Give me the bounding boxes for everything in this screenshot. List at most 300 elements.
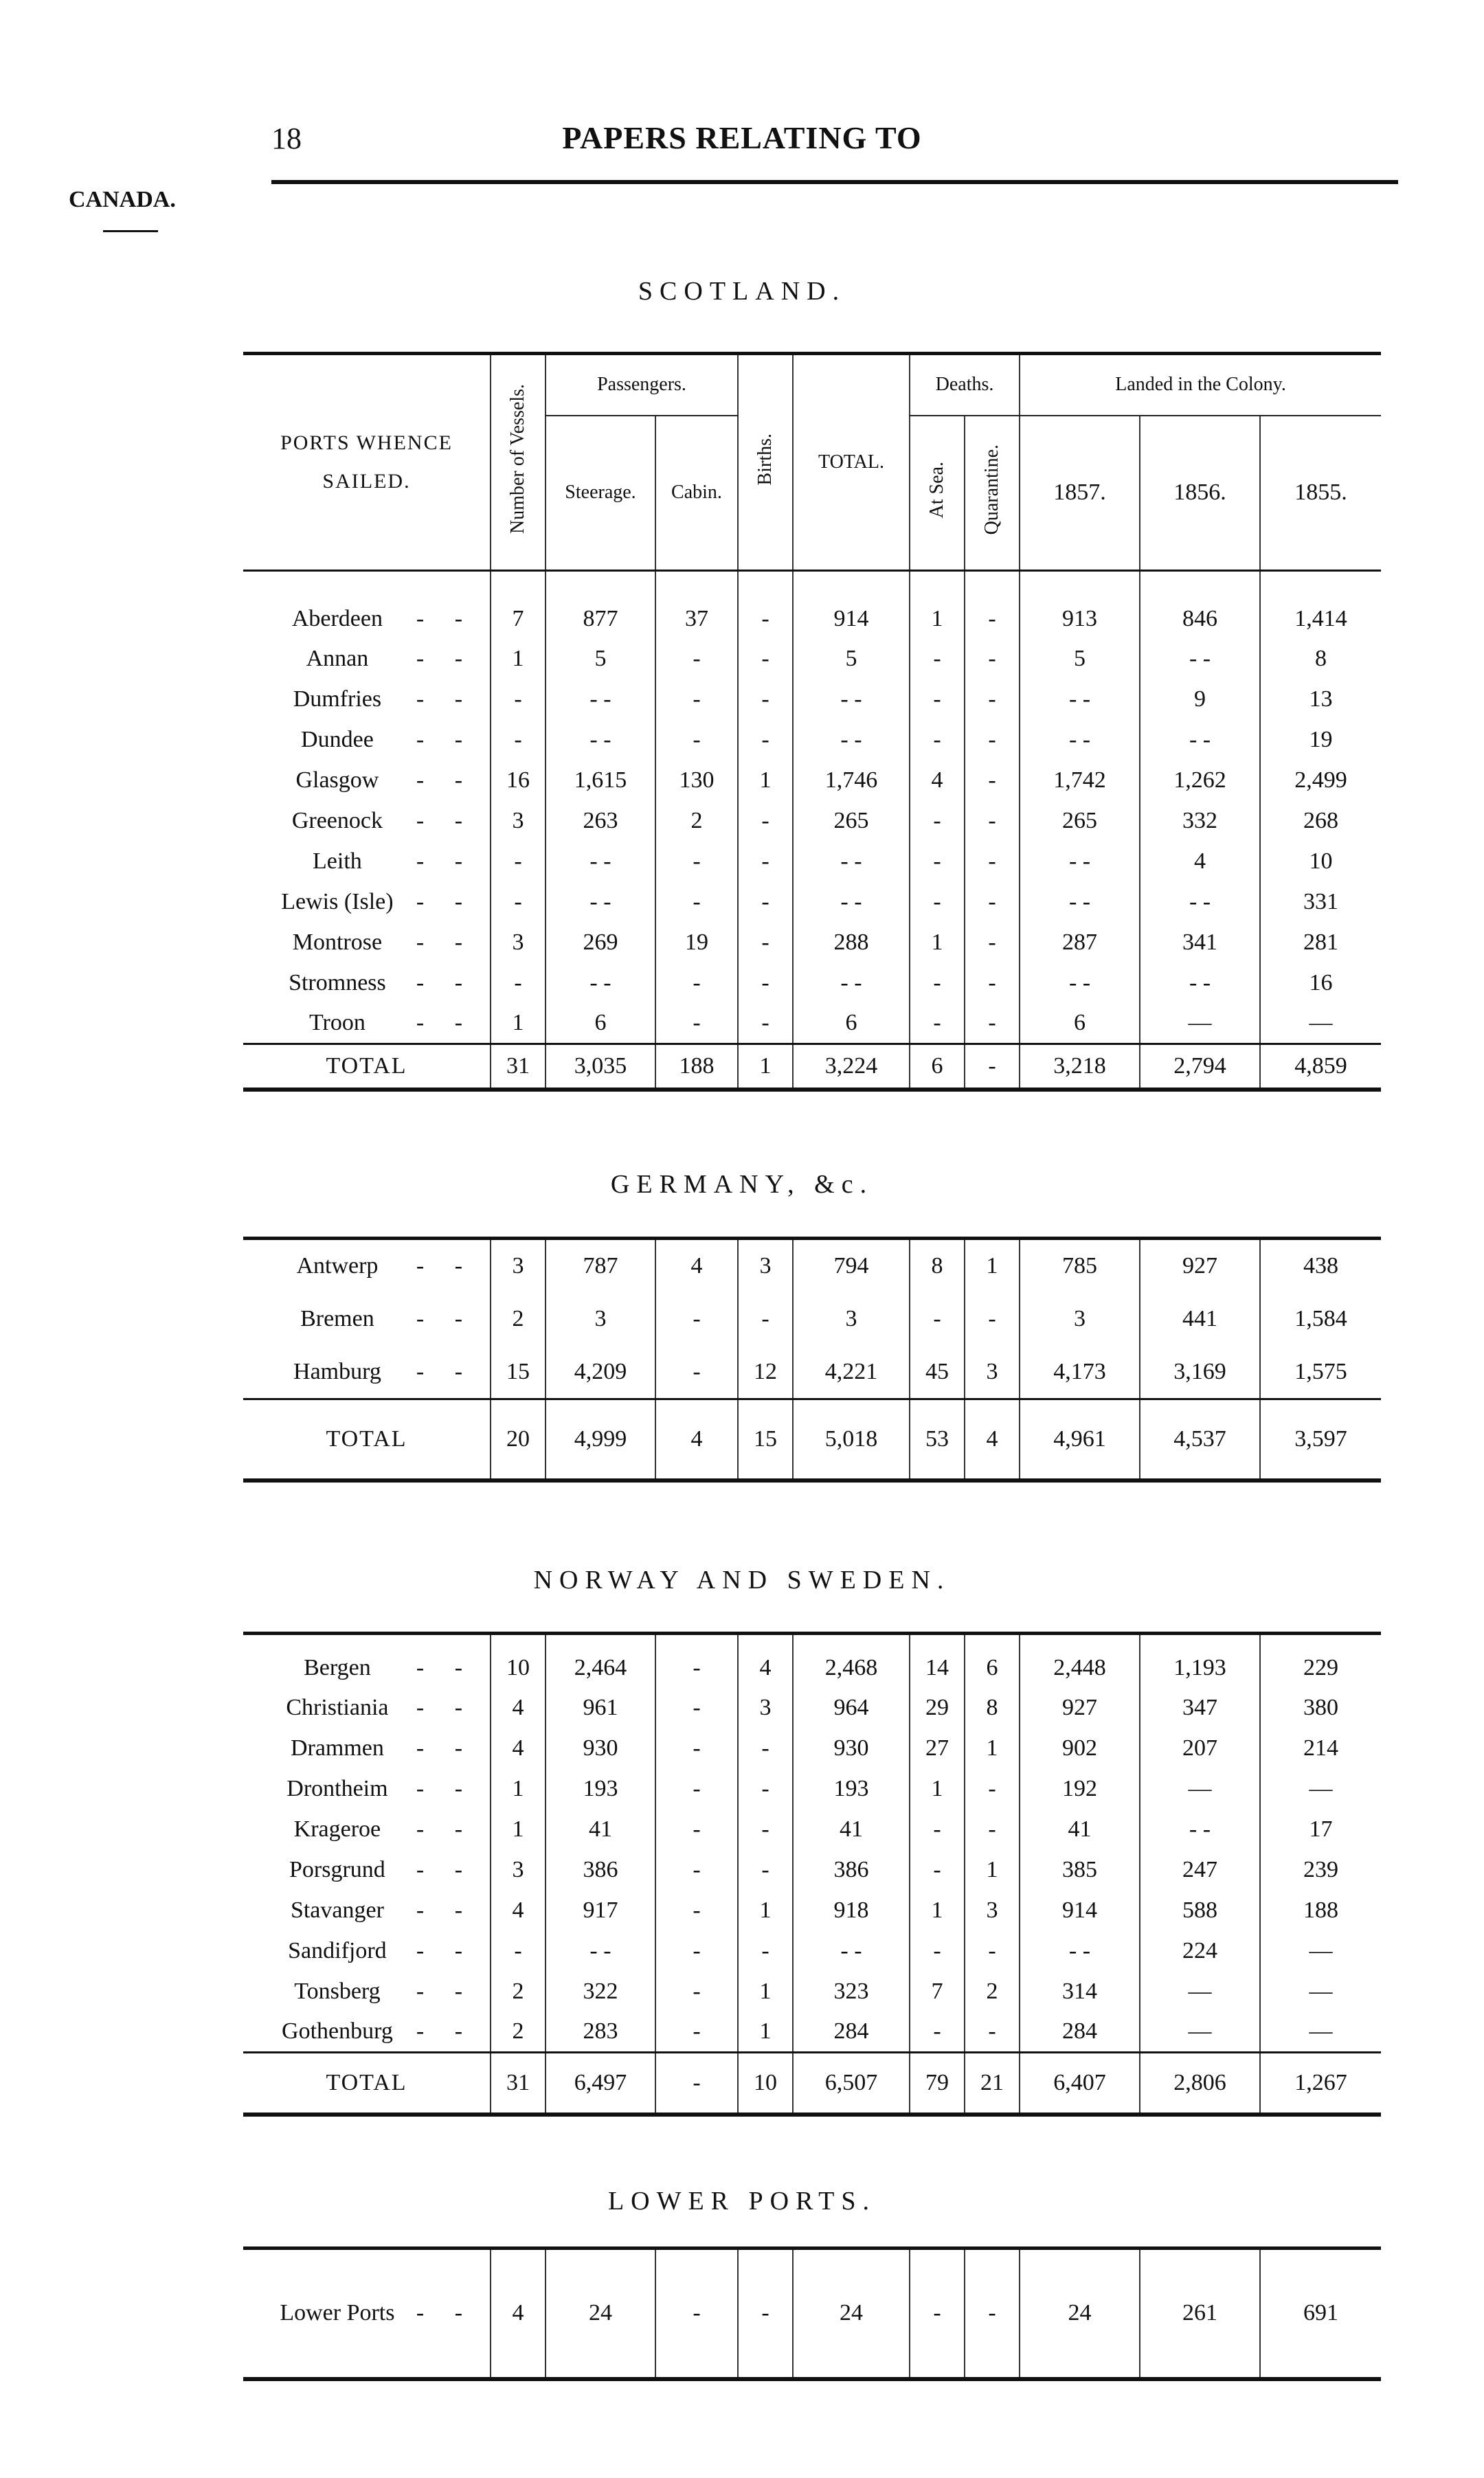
- cell-births: 1: [738, 1044, 793, 1090]
- cell-y1856: 224: [1140, 1931, 1260, 1972]
- cell-y1856: 927: [1140, 1239, 1260, 1292]
- cell-quarantine: -: [965, 761, 1020, 801]
- cell-vessels: 10: [491, 1634, 546, 1688]
- cell-births: -: [738, 1850, 793, 1891]
- table-row: [243, 1728, 1381, 1769]
- port-name: Christiania: [286, 1695, 389, 1720]
- cell-steerage: 263: [546, 801, 655, 842]
- cell-vessels: 3: [491, 1850, 546, 1891]
- port-cell: [243, 1810, 491, 1850]
- cell-vessels: -: [491, 720, 546, 761]
- cell-steerage: - -: [546, 679, 655, 720]
- total-label: TOTAL: [243, 1399, 491, 1480]
- cell-total: - -: [793, 882, 910, 923]
- cell-cabin: 130: [655, 761, 738, 801]
- cell-at-sea: 7: [910, 1972, 965, 2012]
- cell-y1856: 347: [1140, 1688, 1260, 1728]
- port-name: Tonsberg: [294, 1979, 381, 2004]
- cell-births: -: [738, 679, 793, 720]
- cell-y1857: 41: [1020, 1810, 1140, 1850]
- port-name: Antwerp: [296, 1252, 379, 1279]
- cell-vessels: -: [491, 679, 546, 720]
- norway-body: [243, 1634, 1381, 2053]
- port-cell: [243, 1688, 491, 1728]
- header-1857: 1857.: [1020, 416, 1140, 571]
- cell-y1857: - -: [1020, 1931, 1140, 1972]
- cell-quarantine: 3: [965, 1891, 1020, 1931]
- table-row: [243, 1972, 1381, 2012]
- cell-births: 1: [738, 761, 793, 801]
- port-name: Bremen: [300, 1305, 374, 1331]
- cell-cabin: -: [655, 1810, 738, 1850]
- header-1856: 1856.: [1140, 416, 1260, 571]
- cell-births: -: [738, 720, 793, 761]
- cell-quarantine: -: [965, 2249, 1020, 2379]
- leader-dashes: - -: [416, 1857, 475, 1882]
- cell-steerage: 5: [546, 639, 655, 679]
- cell-cabin: -: [655, 1972, 738, 2012]
- cell-total: 5,018: [793, 1399, 910, 1480]
- cell-y1857: - -: [1020, 720, 1140, 761]
- cell-quarantine: -: [965, 1044, 1020, 1090]
- port-cell: [243, 679, 491, 720]
- table-row: [243, 1292, 1381, 1346]
- leader-dashes: - -: [416, 1938, 475, 1963]
- cell-y1855: —: [1260, 1004, 1381, 1044]
- cell-y1855: 1,414: [1260, 571, 1381, 639]
- cell-quarantine: -: [965, 801, 1020, 842]
- cell-y1855: 239: [1260, 1850, 1381, 1891]
- leader-dashes: - -: [416, 1979, 475, 2004]
- leader-dashes: - -: [416, 686, 475, 712]
- table-row: [243, 1239, 1381, 1292]
- cell-y1857: 4,173: [1020, 1346, 1140, 1399]
- cell-quarantine: -: [965, 842, 1020, 882]
- cell-total: 41: [793, 1810, 910, 1850]
- section-title-norway: NORWAY AND SWEDEN.: [533, 1566, 951, 1595]
- cell-quarantine: 3: [965, 1346, 1020, 1399]
- cell-births: -: [738, 923, 793, 963]
- cell-y1856: 588: [1140, 1891, 1260, 1931]
- cell-total: 265: [793, 801, 910, 842]
- port-name: Annan: [306, 646, 369, 671]
- cell-steerage: 4,209: [546, 1346, 655, 1399]
- cell-y1857: 314: [1020, 1972, 1140, 2012]
- cell-births: -: [738, 882, 793, 923]
- leader-dashes: - -: [416, 646, 475, 671]
- cell-at-sea: -: [910, 1850, 965, 1891]
- cell-births: -: [738, 1810, 793, 1850]
- header-1855: 1855.: [1260, 416, 1381, 571]
- cell-y1856: 1,193: [1140, 1634, 1260, 1688]
- port-cell: [243, 761, 491, 801]
- header-rule: [271, 180, 1398, 184]
- cell-at-sea: -: [910, 963, 965, 1004]
- table-row: [243, 1769, 1381, 1810]
- port-name: Leith: [313, 848, 362, 874]
- header-passengers: Passengers.: [546, 354, 738, 416]
- cell-steerage: 6: [546, 1004, 655, 1044]
- port-name: Aberdeen: [291, 605, 383, 631]
- cell-y1855: 438: [1260, 1239, 1381, 1292]
- cell-y1856: 332: [1140, 801, 1260, 842]
- cell-steerage: 283: [546, 2012, 655, 2053]
- header-at-sea: [910, 416, 965, 571]
- leader-dashes: - -: [416, 1816, 475, 1842]
- port-name: Bergen: [304, 1655, 371, 1681]
- cell-cabin: -: [655, 1769, 738, 1810]
- cell-cabin: -: [655, 1346, 738, 1399]
- port-name: Drontheim: [286, 1776, 388, 1801]
- table-row: [243, 761, 1381, 801]
- germany-table: [243, 1237, 1381, 1483]
- scotland-total: [243, 1044, 1381, 1090]
- cell-y1857: 1,742: [1020, 761, 1140, 801]
- cell-y1855: 268: [1260, 801, 1381, 842]
- port-name: Stavanger: [290, 1897, 384, 1923]
- norway-total: [243, 2053, 1381, 2115]
- cell-cabin: -: [655, 963, 738, 1004]
- cell-cabin: -: [655, 639, 738, 679]
- table-row: [243, 2012, 1381, 2053]
- cell-y1857: 385: [1020, 1850, 1140, 1891]
- cell-vessels: -: [491, 963, 546, 1004]
- cell-cabin: -: [655, 1688, 738, 1728]
- leader-dashes: - -: [416, 848, 475, 874]
- port-cell: [243, 1346, 491, 1399]
- cell-y1855: 13: [1260, 679, 1381, 720]
- cell-steerage: 961: [546, 1688, 655, 1728]
- port-cell: [243, 639, 491, 679]
- cell-cabin: 188: [655, 1044, 738, 1090]
- cell-y1857: 3,218: [1020, 1044, 1140, 1090]
- port-name: Glasgow: [295, 767, 379, 793]
- table-row: [243, 1634, 1381, 1688]
- cell-steerage: 877: [546, 571, 655, 639]
- cell-vessels: 1: [491, 1810, 546, 1850]
- cell-quarantine: -: [965, 963, 1020, 1004]
- cell-births: -: [738, 842, 793, 882]
- cell-births: 12: [738, 1346, 793, 1399]
- section-title-germany: GERMANY, &c.: [610, 1170, 874, 1199]
- port-name: Montrose: [292, 930, 383, 955]
- cell-quarantine: -: [965, 639, 1020, 679]
- port-cell: [243, 923, 491, 963]
- header-quarantine: [965, 416, 1020, 571]
- leader-dashes: - -: [416, 2018, 475, 2045]
- cell-y1855: 19: [1260, 720, 1381, 761]
- port-name: Stromness: [289, 970, 386, 995]
- cell-quarantine: 6: [965, 1634, 1020, 1688]
- cell-total: 3,224: [793, 1044, 910, 1090]
- total-row: [243, 1044, 1381, 1090]
- cell-at-sea: -: [910, 842, 965, 882]
- cell-y1857: 3: [1020, 1292, 1140, 1346]
- cell-quarantine: -: [965, 1931, 1020, 1972]
- cell-at-sea: -: [910, 1810, 965, 1850]
- header-deaths: Deaths.: [910, 354, 1020, 416]
- section-title-scotland: SCOTLAND.: [638, 277, 846, 306]
- cell-quarantine: -: [965, 571, 1020, 639]
- running-head: PAPERS RELATING TO: [562, 120, 922, 155]
- cell-total: 284: [793, 2012, 910, 2053]
- cell-y1857: - -: [1020, 963, 1140, 1004]
- port-cell: [243, 720, 491, 761]
- cell-births: -: [738, 2249, 793, 2379]
- cell-y1855: 2,499: [1260, 761, 1381, 801]
- cell-total: - -: [793, 963, 910, 1004]
- norway-table: [243, 1632, 1381, 2117]
- cell-y1855: 17: [1260, 1810, 1381, 1850]
- port-cell: [243, 2249, 491, 2379]
- cell-steerage: 386: [546, 1850, 655, 1891]
- cell-quarantine: 8: [965, 1688, 1020, 1728]
- cell-quarantine: 1: [965, 1239, 1020, 1292]
- cell-total: - -: [793, 720, 910, 761]
- cell-steerage: - -: [546, 720, 655, 761]
- cell-cabin: -: [655, 2249, 738, 2379]
- cell-y1857: 287: [1020, 923, 1140, 963]
- cell-births: 1: [738, 1891, 793, 1931]
- cell-vessels: 2: [491, 1292, 546, 1346]
- cell-y1857: 265: [1020, 801, 1140, 842]
- cell-y1857: 284: [1020, 2012, 1140, 2053]
- cell-steerage: 930: [546, 1728, 655, 1769]
- cell-steerage: 24: [546, 2249, 655, 2379]
- port-cell: [243, 1850, 491, 1891]
- cell-cabin: -: [655, 1728, 738, 1769]
- cell-y1856: —: [1140, 2012, 1260, 2053]
- cell-y1855: 10: [1260, 842, 1381, 882]
- cell-steerage: 322: [546, 1972, 655, 2012]
- port-name: Lower Ports: [280, 2300, 395, 2326]
- leader-dashes: - -: [416, 2300, 475, 2326]
- table-row: [243, 720, 1381, 761]
- cell-y1856: 1,262: [1140, 761, 1260, 801]
- port-cell: [243, 1634, 491, 1688]
- port-cell: [243, 1292, 491, 1346]
- cell-cabin: 2: [655, 801, 738, 842]
- port-cell: [243, 963, 491, 1004]
- cell-at-sea: 45: [910, 1346, 965, 1399]
- cell-y1857: - -: [1020, 842, 1140, 882]
- cell-quarantine: 4: [965, 1399, 1020, 1480]
- cell-total: 918: [793, 1891, 910, 1931]
- cell-at-sea: 1: [910, 571, 965, 639]
- cell-quarantine: 1: [965, 1728, 1020, 1769]
- port-name: Sandifjord: [288, 1938, 387, 1963]
- table-row: [243, 571, 1381, 639]
- cell-y1857: 902: [1020, 1728, 1140, 1769]
- cell-total: 1,746: [793, 761, 910, 801]
- cell-y1855: 188: [1260, 1891, 1381, 1931]
- header-births-label: Births.: [754, 433, 776, 486]
- cell-births: 15: [738, 1399, 793, 1480]
- port-cell: [243, 1931, 491, 1972]
- cell-cabin: -: [655, 1891, 738, 1931]
- port-cell: [243, 571, 491, 639]
- header-quarantine-label: Quarantine.: [981, 444, 1002, 535]
- cell-y1856: 2,794: [1140, 1044, 1260, 1090]
- leader-dashes: - -: [416, 1655, 475, 1681]
- cell-y1855: 1,267: [1260, 2053, 1381, 2115]
- cell-total: 6: [793, 1004, 910, 1044]
- cell-y1855: —: [1260, 1972, 1381, 2012]
- cell-y1856: - -: [1140, 963, 1260, 1004]
- cell-y1856: —: [1140, 1004, 1260, 1044]
- cell-y1855: 331: [1260, 882, 1381, 923]
- cell-quarantine: 21: [965, 2053, 1020, 2115]
- cell-vessels: 20: [491, 1399, 546, 1480]
- cell-vessels: 4: [491, 1688, 546, 1728]
- cell-quarantine: -: [965, 1769, 1020, 1810]
- cell-y1856: 4,537: [1140, 1399, 1260, 1480]
- leader-dashes: - -: [416, 808, 475, 833]
- table-row: [243, 2249, 1381, 2379]
- cell-total: 914: [793, 571, 910, 639]
- cell-y1855: —: [1260, 2012, 1381, 2053]
- cell-births: -: [738, 963, 793, 1004]
- cell-births: 3: [738, 1688, 793, 1728]
- cell-cabin: -: [655, 1634, 738, 1688]
- table-row: [243, 1004, 1381, 1044]
- table-row: [243, 1931, 1381, 1972]
- cell-steerage: - -: [546, 842, 655, 882]
- cell-vessels: 1: [491, 1769, 546, 1810]
- cell-cabin: 4: [655, 1399, 738, 1480]
- cell-y1856: - -: [1140, 882, 1260, 923]
- cell-at-sea: -: [910, 882, 965, 923]
- cell-y1856: 9: [1140, 679, 1260, 720]
- leader-dashes: - -: [416, 1695, 475, 1720]
- port-cell: [243, 1769, 491, 1810]
- leader-dashes: - -: [416, 1010, 475, 1036]
- cell-steerage: 787: [546, 1239, 655, 1292]
- cell-steerage: 269: [546, 923, 655, 963]
- cell-total: 4,221: [793, 1346, 910, 1399]
- table-row: [243, 1850, 1381, 1891]
- cell-steerage: 6,497: [546, 2053, 655, 2115]
- cell-births: -: [738, 571, 793, 639]
- cell-y1857: 785: [1020, 1239, 1140, 1292]
- lower-body: [243, 2249, 1381, 2379]
- header-cabin: Cabin.: [655, 416, 738, 571]
- total-row: [243, 2053, 1381, 2115]
- cell-at-sea: -: [910, 1931, 965, 1972]
- scotland-body: [243, 571, 1381, 1044]
- cell-y1855: 229: [1260, 1634, 1381, 1688]
- port-name: Hamburg: [293, 1358, 381, 1384]
- header-births: [738, 354, 793, 571]
- cell-total: - -: [793, 842, 910, 882]
- cell-at-sea: 4: [910, 761, 965, 801]
- cell-y1857: 192: [1020, 1769, 1140, 1810]
- cell-quarantine: -: [965, 2012, 1020, 2053]
- table-row: [243, 882, 1381, 923]
- cell-total: 5: [793, 639, 910, 679]
- cell-vessels: 2: [491, 1972, 546, 2012]
- cell-y1857: 24: [1020, 2249, 1140, 2379]
- cell-y1856: 261: [1140, 2249, 1260, 2379]
- cell-total: 193: [793, 1769, 910, 1810]
- cell-births: -: [738, 1292, 793, 1346]
- cell-steerage: 2,464: [546, 1634, 655, 1688]
- cell-at-sea: -: [910, 679, 965, 720]
- cell-births: 1: [738, 1972, 793, 2012]
- total-row: [243, 1399, 1381, 1480]
- cell-y1855: 4,859: [1260, 1044, 1381, 1090]
- cell-births: 3: [738, 1239, 793, 1292]
- cell-cabin: 37: [655, 571, 738, 639]
- cell-y1855: 1,575: [1260, 1346, 1381, 1399]
- cell-at-sea: 6: [910, 1044, 965, 1090]
- cell-steerage: - -: [546, 963, 655, 1004]
- cell-total: 3: [793, 1292, 910, 1346]
- cell-quarantine: 1: [965, 1850, 1020, 1891]
- cell-at-sea: 14: [910, 1634, 965, 1688]
- port-cell: [243, 1004, 491, 1044]
- cell-births: -: [738, 1728, 793, 1769]
- cell-steerage: 193: [546, 1769, 655, 1810]
- cell-y1856: 4: [1140, 842, 1260, 882]
- cell-y1855: 1,584: [1260, 1292, 1381, 1346]
- table-row: [243, 639, 1381, 679]
- cell-vessels: 15: [491, 1346, 546, 1399]
- cell-total: - -: [793, 1931, 910, 1972]
- cell-cabin: -: [655, 842, 738, 882]
- cell-vessels: -: [491, 1931, 546, 1972]
- port-cell: [243, 1728, 491, 1769]
- cell-total: 323: [793, 1972, 910, 2012]
- cell-at-sea: -: [910, 720, 965, 761]
- table-row: [243, 923, 1381, 963]
- leader-dashes: - -: [416, 1776, 475, 1801]
- cell-total: 930: [793, 1728, 910, 1769]
- port-cell: [243, 801, 491, 842]
- table-row: [243, 1688, 1381, 1728]
- cell-vessels: 16: [491, 761, 546, 801]
- leader-dashes: - -: [416, 727, 475, 752]
- margin-rule: [103, 230, 158, 232]
- cell-births: -: [738, 639, 793, 679]
- cell-births: -: [738, 1004, 793, 1044]
- cell-cabin: 4: [655, 1239, 738, 1292]
- cell-vessels: 3: [491, 923, 546, 963]
- cell-total: 794: [793, 1239, 910, 1292]
- cell-vessels: 4: [491, 2249, 546, 2379]
- cell-births: 1: [738, 2012, 793, 2053]
- cell-births: 10: [738, 2053, 793, 2115]
- header-at-sea-label: At Sea.: [926, 461, 947, 518]
- cell-at-sea: 1: [910, 923, 965, 963]
- cell-quarantine: -: [965, 923, 1020, 963]
- cell-y1856: 341: [1140, 923, 1260, 963]
- cell-y1855: —: [1260, 1769, 1381, 1810]
- cell-y1855: 281: [1260, 923, 1381, 963]
- cell-at-sea: 53: [910, 1399, 965, 1480]
- leader-dashes: - -: [416, 1735, 475, 1761]
- cell-cabin: -: [655, 1292, 738, 1346]
- cell-at-sea: -: [910, 1004, 965, 1044]
- scotland-table: [243, 352, 1381, 1092]
- leader-dashes: - -: [416, 1358, 475, 1384]
- cell-cabin: 19: [655, 923, 738, 963]
- cell-at-sea: -: [910, 2249, 965, 2379]
- cell-steerage: - -: [546, 1931, 655, 1972]
- port-name: Dumfries: [293, 686, 382, 712]
- cell-quarantine: -: [965, 882, 1020, 923]
- margin-note: CANADA.: [69, 187, 176, 212]
